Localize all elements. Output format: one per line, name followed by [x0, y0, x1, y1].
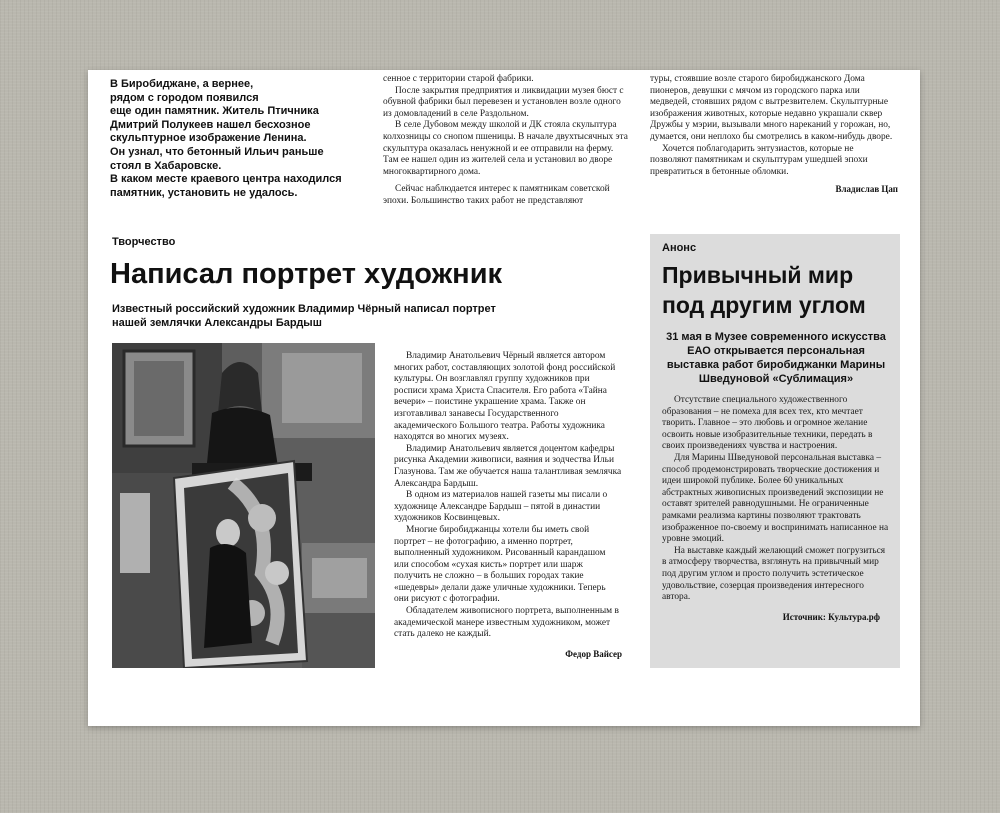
lead-line: В Биробиджане, а вернее, [110, 78, 254, 90]
author-signature: Владислав Цап [835, 184, 898, 195]
lead-line: памятник, установить не удалось. [110, 186, 298, 199]
paragraph: В одном из материалов нашей газеты мы писали о художнице Александре Бардыш – пятой в династии художников Косвинцевых. [394, 490, 608, 524]
article-rubric: Творчество [112, 236, 176, 248]
paragraph: На выставке каждый желающий сможет погрузиться в атмосферу творчества, взглянуть на привычный мир под другим углом и просто получить эстетическое удовольствие, созерцая произведения интересного автора. [662, 545, 886, 603]
paragraph: Многие биробиджанцы хотели бы иметь свой портрет – не фотографию, а именно портрет, выполненный художником. Рисованный карандашом или способом «сухая кисть» портрет или шарж получить не сложно – в больших городах такие «шедевры» делали даже уличные художники. Теперь они рисуют с фотографии. [394, 524, 606, 605]
article-photo [112, 343, 375, 668]
paragraph: Владимир Анатольевич Чёрный является автором многих работ, составляющих золотой фонд российской культуры. Он возглавлял группу художников при росписи храма Христа Спасителя. Его работа «Тайна вечери» – поистине украшение храма. Также он изготавливал занавесы Государственного академического Большого театра. Работы художника находятся во многих музеях. [394, 351, 616, 443]
lead-line: скульптурное изображение Ленина. [110, 132, 307, 145]
lead-line: Дмитрий Полукеев нашел бесхозное [110, 118, 311, 131]
paragraph: В селе Дубовом между школой и ДК стояла скульптура колхозницы со снопом пшеницы. В начале двухтысячных эта скульптура оказалась ненужной и ее отправили на ферму. Там ее нашел один из жителей села и установил во дворе многоквартирного дома. [383, 120, 628, 177]
paragraph: Владимир Анатольевич является доцентом кафедры рисунка Академии живописи, ваяния и зодчества Ильи Глазунова. Там же обучается наша талантливая землячка Александра Бардыш. [394, 443, 622, 489]
newspaper-page [88, 70, 920, 726]
lead-line: Он узнал, что бетонный Ильич раньше [110, 145, 324, 158]
lead-line: В каком месте краевого центра находился [110, 173, 342, 186]
article-body [394, 351, 622, 660]
studio-photo-illustration [112, 343, 375, 668]
paragraph: Отсутствие специального художественного образования – не помеха для всех тех, кто мечтает творить. Главное – это любовь и огромное желание освоить новые изобразительные техники, передать в своих произведениях чувства и настроения. [662, 395, 873, 452]
previous-article-lead [110, 78, 370, 200]
lead-line: стоял в Хабаровске. [110, 159, 222, 172]
announcement-body [662, 395, 890, 623]
paragraph: Обладателем живописного портрета, выполненным в академической манере известным художником, может стать далеко не каждый. [394, 606, 619, 640]
previous-article-column-3 [650, 74, 898, 196]
paragraph: Хочется поблагодарить энтузиастов, которые не позволяют памятникам и скульптурам ушедшей эпохи превратиться в бетонные обломки. [650, 143, 868, 177]
article-headline: Написал портрет художник [110, 258, 503, 290]
paragraph: После закрытия предприятия и ликвидации музея бюст с обувной фабрики был перевезен и установлен возле одного из домовладений в селе Раздольном. [383, 85, 624, 119]
author-signature: Федор Вайсер [565, 648, 622, 659]
paragraph: туры, стоявшие возле старого биробиджанского Дома пионеров, девушки с мячом из городского парка или медведей, стоявших рядом с вытрезвителем. Скульптурные изображения животных, которые недавно украшали сквер Дружбы у мэрии, вызывали много нареканий у горожан, но, думается, они неплохо бы смотрелись в каком-нибудь дворе. [650, 74, 893, 142]
article-subhead: Известный российский художник Владимир Чёрный написал портрет нашей землячки Александры Бардыш [112, 303, 496, 329]
lead-line: рядом с городом появился [110, 91, 259, 104]
paragraph: Для Марины Шведуновой персональная выставка – способ продемонстрировать творческие достижения и идеи широкой публике. Более 60 уникальных абстрактных живописных произведений экспозиции не оставят зрителей равнодушными. Не ограниченные рамками реализма картины позволяют трактовать изображенное по-своему и воспринимать написанное на уровне эмоций. [662, 452, 889, 545]
paragraph: сенное с территории старой фабрики. [383, 74, 534, 84]
source-credit: Источник: Культура.рф [782, 611, 880, 622]
announcement-rubric: Анонс [662, 242, 697, 254]
previous-article-column-2 [383, 74, 629, 208]
announcement-subhead: 31 мая в Музее современного искусства ЕАО открывается персональная выставка работ биробиджанки Марины Шведуновой «Сублимация» [666, 331, 886, 385]
announcement-box [650, 234, 900, 668]
paragraph: Сейчас наблюдается интерес к памятникам советской эпохи. Большинство таких работ не представляют [383, 184, 610, 206]
announcement-headline: Привычный мир под другим углом [662, 262, 866, 318]
lead-line: еще один памятник. Житель Птичника [110, 105, 319, 118]
